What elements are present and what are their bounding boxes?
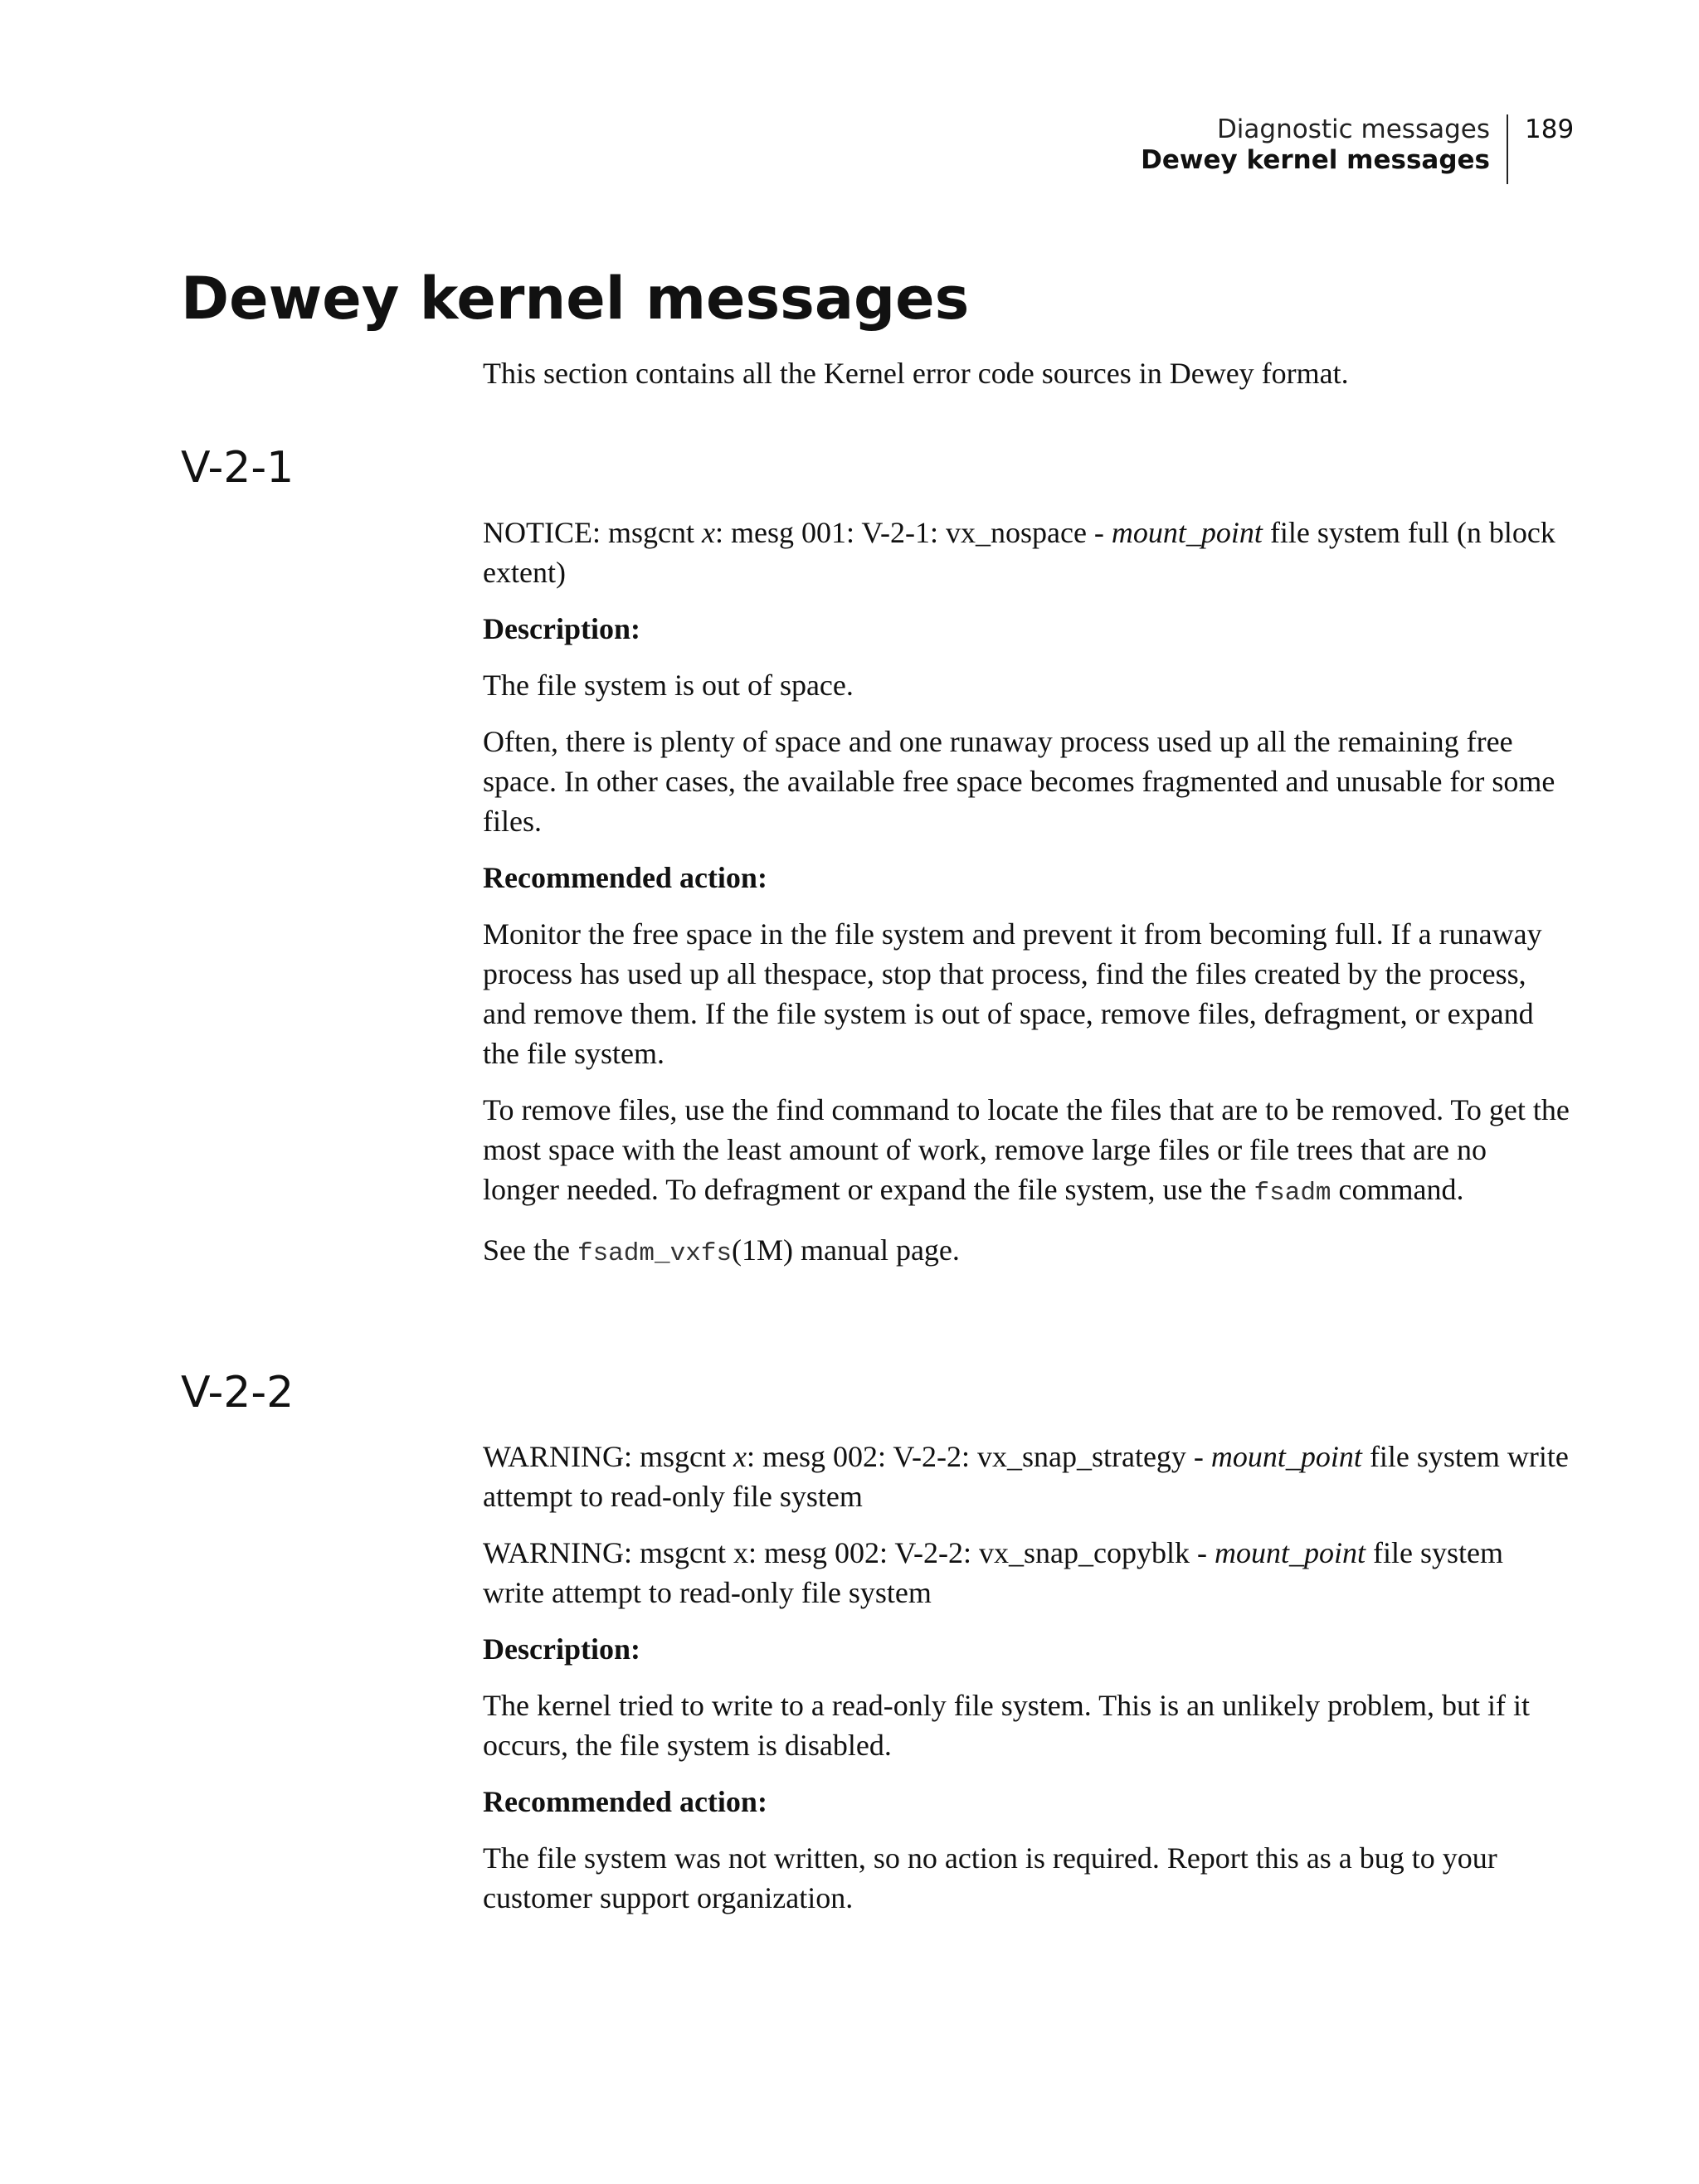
- running-header: [1141, 114, 1508, 184]
- message-middle: : mesg 002: V-2-2: vx_snap_strategy -: [746, 1440, 1211, 1473]
- message-variable: x: [733, 1440, 747, 1473]
- see-also-prefix: See the: [483, 1233, 577, 1267]
- command-fsadm: fsadm: [1254, 1179, 1331, 1208]
- action-paragraph: [483, 1090, 1570, 1214]
- description-paragraph: Often, there is plenty of space and one runaway process used up all the remaining free space. In other cases, the available free space becomes fragmented and unusable for some files.: [483, 725, 1555, 838]
- command-fsadm-vxfs: fsadm_vxfs: [577, 1239, 732, 1268]
- message-v-2-2-copyblk: [483, 1533, 1570, 1612]
- section-v-2-1-body: [483, 513, 1570, 1291]
- action-text-end: command.: [1331, 1173, 1464, 1206]
- message-variable: x: [701, 516, 715, 549]
- message-middle: : mesg 001: V-2-1: vx_nospace -: [714, 516, 1112, 549]
- description-label: Description:: [483, 1632, 640, 1666]
- description-label: Description:: [483, 612, 640, 645]
- heading-v-2-2: V-2-2: [181, 1368, 295, 1418]
- see-also-paragraph: [483, 1230, 1570, 1274]
- recommended-action-label: Recommended action:: [483, 861, 767, 894]
- action-paragraph: Monitor the free space in the file system and prevent it from becoming full. If a runaway process has used up all thespace, stop that process, find the files created by the process, and remove them. If the file system is out of space, remove files, defragment, or expand the file system.: [483, 917, 1542, 1070]
- message-v-2-2-strategy: [483, 1437, 1570, 1516]
- section-v-2-2-body: [483, 1437, 1570, 1934]
- message-suffix: file system write attempt to read-only file system: [483, 1536, 1503, 1609]
- message-mount-point: mount_point: [1214, 1536, 1366, 1569]
- message-prefix: WARNING: msgcnt: [483, 1440, 733, 1473]
- message-v-2-1: [483, 513, 1570, 592]
- page-number: 189: [1525, 114, 1575, 144]
- intro-paragraph: This section contains all the Kernel error code sources in Dewey format.: [483, 357, 1349, 390]
- running-header-chapter: Diagnostic messages: [1216, 114, 1490, 144]
- action-paragraph: The file system was not written, so no action is required. Report this as a bug to your customer support organization.: [483, 1841, 1497, 1914]
- message-prefix: WARNING: msgcnt x: mesg 002: V-2-2: vx_snap_copyblk -: [483, 1536, 1215, 1569]
- recommended-action-label: Recommended action:: [483, 1785, 767, 1818]
- page-title: Dewey kernel messages: [181, 265, 970, 333]
- description-paragraph: The kernel tried to write to a read-only file system. This is an unlikely problem, but if it occurs, the file system is disabled.: [483, 1689, 1531, 1762]
- message-suffix: file system full (n block extent): [483, 516, 1555, 589]
- message-suffix: file system write attempt to read-only file system: [483, 1440, 1569, 1513]
- running-header-section: Dewey kernel messages: [1141, 145, 1490, 175]
- see-also-suffix: (1M) manual page.: [732, 1233, 960, 1267]
- message-mount-point: mount_point: [1210, 1440, 1362, 1473]
- action-text: To remove files, use the find command to locate the files that are to be removed. To get the most space with the least amount of work, remove large files or file trees that are no longer needed. To defragment or expand the file system, use the: [483, 1093, 1570, 1206]
- heading-v-2-1: V-2-1: [181, 443, 295, 493]
- description-paragraph: The file system is out of space.: [483, 669, 854, 702]
- message-prefix: NOTICE: msgcnt: [483, 516, 702, 549]
- message-mount-point: mount_point: [1111, 516, 1263, 549]
